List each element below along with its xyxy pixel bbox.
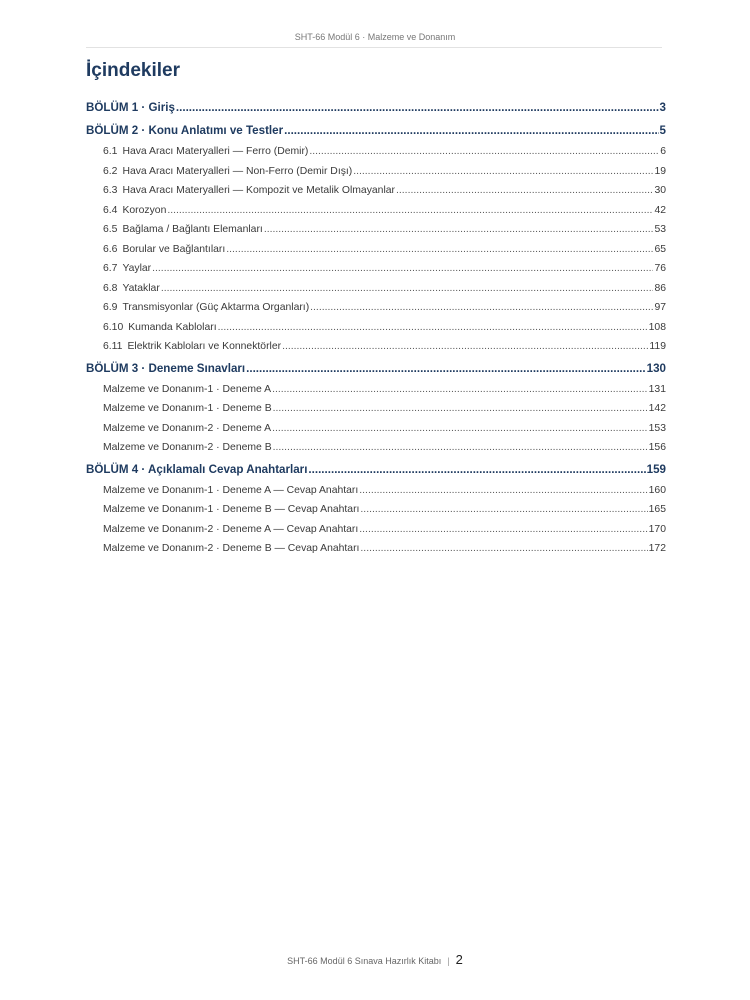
- toc-dot-leader: [272, 419, 648, 439]
- table-of-contents: [86, 96, 666, 559]
- toc-entry-label: Malzeme ve Donanım-2 · Deneme A: [103, 422, 272, 434]
- toc-chapter-1[interactable]: [86, 96, 666, 119]
- toc-page-number: 159: [646, 462, 666, 476]
- toc-section-title: Yaylar: [122, 263, 152, 274]
- toc-dot-leader: [246, 357, 646, 380]
- toc-section-number: 6.1: [103, 146, 118, 157]
- toc-entry-6-5[interactable]: [86, 220, 666, 240]
- toc-dot-leader: [396, 181, 653, 201]
- footer-page-number: 2: [455, 952, 463, 967]
- toc-entry-label: Malzeme ve Donanım-1 · Deneme A — Cevap Anahtarı: [103, 484, 359, 496]
- toc-page-number: 42: [654, 204, 666, 216]
- toc-entry-answers-1b[interactable]: [86, 500, 666, 520]
- toc-chapter-4[interactable]: [86, 458, 666, 481]
- running-header: SHT-66 Modül 6 · Malzeme ve Donanım: [294, 32, 456, 42]
- toc-entry-exam-2b[interactable]: [86, 438, 666, 458]
- toc-entry-6-7[interactable]: [86, 259, 666, 279]
- toc-section-number: 6.8: [103, 282, 118, 294]
- toc-section-title: Bağlama / Bağlantı Elemanları: [122, 224, 263, 235]
- toc-entry-label: Malzeme ve Donanım-2 · Deneme A — Cevap Anahtarı: [103, 523, 359, 535]
- toc-dot-leader: [273, 399, 648, 419]
- toc-section-title: Hava Aracı Materyalleri — Kompozit ve Metalik Olmayanlar: [122, 185, 396, 196]
- toc-dot-leader: [218, 318, 648, 338]
- toc-entry-label: Malzeme ve Donanım-2 · Deneme B: [103, 442, 272, 453]
- toc-entry-label: [103, 220, 263, 240]
- toc-dot-leader: [264, 220, 654, 240]
- toc-entry-label: [103, 279, 160, 299]
- toc-page-number: 76: [654, 263, 666, 274]
- toc-entry-label: [103, 337, 281, 357]
- toc-entry-label: Malzeme ve Donanım-2 · Deneme B — Cevap Anahtarı: [103, 543, 360, 554]
- toc-chapter-label: BÖLÜM 4 · Açıklamalı Cevap Anahtarları: [86, 462, 308, 476]
- toc-page-number: 86: [654, 282, 666, 294]
- toc-section-title: Hava Aracı Materyalleri — Non-Ferro (Demir Dışı): [122, 165, 353, 177]
- toc-entry-label: Malzeme ve Donanım-1 · Deneme B: [103, 403, 272, 414]
- toc-page-number: 165: [648, 504, 666, 515]
- toc-dot-leader: [272, 380, 648, 400]
- toc-entry-answers-2a[interactable]: [86, 520, 666, 540]
- toc-section-title: Yataklar: [122, 282, 160, 294]
- toc-section-number: 6.7: [103, 263, 118, 274]
- toc-section-number: 6.5: [103, 224, 118, 235]
- toc-page-number: 170: [648, 523, 666, 535]
- toc-title: İçindekiler: [86, 60, 180, 81]
- toc-section-number: 6.4: [103, 204, 118, 216]
- toc-section-title: Korozyon: [122, 204, 167, 216]
- toc-dot-leader: [284, 119, 658, 142]
- toc-entry-6-8[interactable]: [86, 279, 666, 299]
- toc-entry-label: [103, 201, 166, 221]
- toc-dot-leader: [310, 298, 653, 318]
- toc-page-number: 30: [654, 185, 666, 196]
- toc-page-number: 119: [649, 341, 666, 352]
- toc-dot-leader: [353, 162, 653, 182]
- toc-section-title: Hava Aracı Materyalleri — Ferro (Demir): [122, 146, 309, 157]
- toc-section-title: Elektrik Kabloları ve Konnektörler: [127, 341, 282, 352]
- toc-entry-label: [103, 181, 395, 201]
- toc-dot-leader: [226, 240, 653, 260]
- toc-entry-6-4[interactable]: [86, 201, 666, 221]
- header-divider: [86, 47, 662, 48]
- toc-page-number: 6: [660, 146, 666, 157]
- toc-entry-label: [103, 318, 217, 338]
- toc-section-number: 6.10: [103, 321, 124, 333]
- toc-dot-leader: [273, 438, 648, 458]
- toc-entry-label: Malzeme ve Donanım-1 · Deneme A: [103, 383, 272, 395]
- toc-page-number: 108: [648, 321, 666, 333]
- toc-entry-6-1[interactable]: [86, 142, 666, 162]
- toc-chapter-2[interactable]: [86, 119, 666, 142]
- footer-book-title: SHT-66 Modül 6 Sınava Hazırlık Kitabı: [287, 956, 442, 966]
- page-footer: [0, 952, 750, 967]
- toc-dot-leader: [309, 142, 659, 162]
- toc-entry-exam-1a[interactable]: [86, 380, 666, 400]
- toc-page-number: 153: [648, 422, 666, 434]
- toc-entry-label: [103, 259, 151, 279]
- toc-page-number: 65: [654, 243, 666, 255]
- toc-entry-6-6[interactable]: [86, 240, 666, 260]
- toc-section-number: 6.6: [103, 243, 118, 255]
- toc-dot-leader: [282, 337, 648, 357]
- toc-section-number: 6.2: [103, 165, 118, 177]
- toc-dot-leader: [152, 259, 653, 279]
- toc-page-number: 19: [654, 165, 666, 177]
- toc-dot-leader: [161, 279, 654, 299]
- toc-page-number: 97: [654, 302, 666, 313]
- toc-chapter-label: BÖLÜM 2 · Konu Anlatımı ve Testler: [86, 124, 284, 137]
- toc-section-title: Transmisyonlar (Güç Aktarma Organları): [122, 302, 310, 313]
- toc-page-number: 172: [648, 543, 666, 554]
- toc-entry-6-2[interactable]: [86, 162, 666, 182]
- toc-entry-label: Malzeme ve Donanım-1 · Deneme B — Cevap Anahtarı: [103, 504, 360, 515]
- toc-page-number: 156: [648, 442, 666, 453]
- toc-entry-6-11[interactable]: [86, 337, 666, 357]
- toc-entry-exam-1b[interactable]: [86, 399, 666, 419]
- toc-entry-exam-2a[interactable]: [86, 419, 666, 439]
- toc-entry-6-9[interactable]: [86, 298, 666, 318]
- toc-entry-label: [103, 240, 225, 260]
- toc-section-number: 6.9: [103, 302, 118, 313]
- toc-section-title: Borular ve Bağlantıları: [122, 243, 226, 255]
- toc-entry-label: [103, 162, 352, 182]
- toc-page-number: 5: [659, 124, 666, 137]
- toc-entry-6-10[interactable]: [86, 318, 666, 338]
- toc-dot-leader: [360, 539, 647, 559]
- toc-dot-leader: [360, 500, 647, 520]
- toc-entry-6-3[interactable]: [86, 181, 666, 201]
- toc-entry-label: [103, 142, 308, 162]
- toc-entry-label: [103, 298, 309, 318]
- toc-dot-leader: [176, 96, 659, 119]
- toc-page-number: 3: [659, 101, 666, 114]
- toc-entry-answers-1a[interactable]: [86, 481, 666, 501]
- toc-chapter-label: BÖLÜM 3 · Deneme Sınavları: [86, 361, 246, 375]
- toc-section-number: 6.11: [103, 341, 123, 352]
- toc-dot-leader: [359, 520, 647, 540]
- toc-page-number: 160: [648, 484, 666, 496]
- toc-chapter-3[interactable]: [86, 357, 666, 380]
- toc-entry-answers-2b[interactable]: [86, 539, 666, 559]
- footer-separator: |: [447, 956, 450, 966]
- toc-dot-leader: [308, 458, 645, 481]
- toc-page-number: 142: [648, 403, 666, 414]
- toc-chapter-label: BÖLÜM 1 · Giriş: [86, 101, 175, 114]
- toc-section-title: Kumanda Kabloları: [128, 321, 217, 333]
- toc-page-number: 130: [646, 361, 666, 375]
- toc-dot-leader: [167, 201, 653, 221]
- toc-page-number: 131: [648, 383, 666, 395]
- toc-dot-leader: [359, 481, 647, 501]
- toc-section-number: 6.3: [103, 185, 118, 196]
- toc-page-number: 53: [654, 224, 666, 235]
